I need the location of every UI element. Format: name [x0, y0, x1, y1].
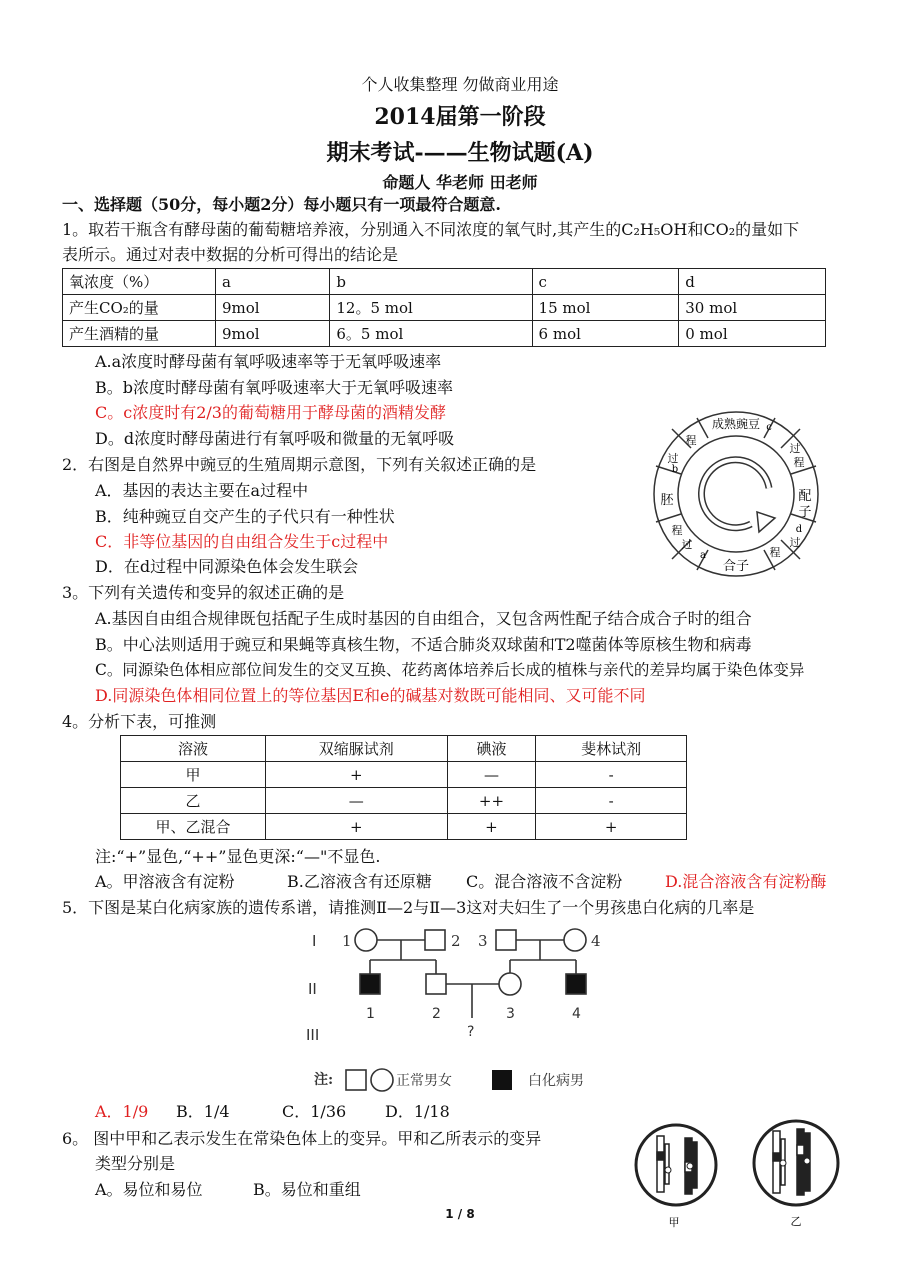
diagram-label-d: d: [795, 524, 803, 535]
table-cell: 6 mol: [532, 321, 679, 347]
table-row: [121, 762, 687, 788]
pedigree-male-normal: [425, 930, 445, 950]
table-cell: 溶液: [121, 736, 266, 762]
pedigree-male-affected: [360, 974, 380, 994]
pea-life-cycle-diagram: [651, 408, 821, 580]
diagram-label-guo-b: 过: [667, 452, 679, 465]
pedigree-gen-2: II: [308, 980, 317, 998]
q1-option-d: D。d浓度时酵母菌进行有氧呼吸和微量的无氧呼吸: [95, 429, 455, 448]
diagram-label-zygote: 合子: [722, 559, 750, 574]
q1-option-c-answer: C。c浓度时有2/3的葡萄糖用于酵母菌的酒精发酵: [95, 403, 446, 422]
q4-note: 注:“+”显色,“++”显色更深:“—"不显色.: [95, 847, 381, 866]
table-cell: +: [266, 814, 448, 840]
pedigree-num: 2: [451, 932, 461, 950]
table-cell: b: [330, 269, 532, 295]
q1-option-b: B。b浓度时酵母菌有氧呼吸速率大于无氧呼吸速率: [95, 378, 454, 397]
table-cell: 9mol: [216, 295, 330, 321]
q3-option-a: A.基因自由组合规律既包括配子生成时基因的自由组合，又包含两性配子结合成合子时的组合: [95, 609, 752, 628]
table-cell: 产生CO₂的量: [63, 295, 216, 321]
diagram-label-embryo: 胚: [660, 493, 674, 508]
q4-stem: 4。分析下表，可推测: [62, 712, 217, 731]
pedigree-num: 4: [572, 1006, 581, 1022]
q5-option-a-answer: A．1/9: [95, 1102, 149, 1121]
q4-option-c: C。混合溶液不含淀粉: [466, 872, 623, 891]
pedigree-gen-1: I: [312, 932, 317, 950]
page-title: 2014届第一阶段: [374, 104, 546, 130]
pedigree-num: 3: [478, 932, 488, 950]
table-cell: 6。5 mol: [330, 321, 532, 347]
table-cell: ++: [447, 788, 536, 814]
authors: 命题人 华老师 田老师: [382, 173, 538, 192]
table-cell: +: [447, 814, 536, 840]
diagram-label-a: a: [700, 550, 706, 561]
diagram-label-cheng-a: 程: [671, 524, 683, 537]
table-cell: —: [266, 788, 448, 814]
diagram-label-guo-c: 过: [789, 442, 801, 455]
table-row: [63, 321, 826, 347]
legend-normal-label: 正常男女: [396, 1073, 452, 1089]
table-cell: 碘液: [447, 736, 536, 762]
header-note: 个人收集整理 勿做商业用途: [361, 75, 559, 94]
diagram-label-gamete-2: 子: [798, 505, 812, 520]
table-cell: 15 mol: [532, 295, 679, 321]
page-subtitle: 期末考试-——生物试题(A): [326, 140, 594, 166]
table-cell: 甲、乙混合: [121, 814, 266, 840]
q2-stem: 2．右图是自然界中豌豆的生殖周期示意图，下列有关叙述正确的是: [62, 455, 537, 474]
table-cell: 0 mol: [679, 321, 826, 347]
pedigree-chart: [300, 922, 620, 1097]
pedigree-num: 2: [432, 1006, 441, 1022]
diagram-label-gamete-1: 配: [798, 489, 812, 504]
label-jia: 甲: [668, 1216, 680, 1229]
q4-option-b: B.乙溶液含有还原糖: [287, 872, 432, 891]
q6-stem-1: 6。 图中甲和乙表示发生在常染色体上的变异。甲和乙所表示的变异: [62, 1129, 542, 1148]
q2-option-b: B．纯种豌豆自交产生的子代只有一种性状: [95, 507, 395, 526]
q5-option-d: D．1/18: [385, 1102, 450, 1121]
q2-option-d: D．在d过程中同源染色体会发生联会: [95, 557, 359, 576]
q1-option-a: A.a浓度时酵母菌有氧呼吸速率等于无氧呼吸速率: [95, 352, 442, 371]
table-cell: a: [216, 269, 330, 295]
table-cell: -: [536, 788, 687, 814]
table-row: [63, 269, 826, 295]
legend-male-normal: [346, 1070, 366, 1090]
table-cell: 12。5 mol: [330, 295, 532, 321]
table-row: [121, 788, 687, 814]
diagram-label-cheng-b: 程: [685, 434, 697, 447]
q1-table: [62, 268, 826, 347]
table-cell: 斐林试剂: [536, 736, 687, 762]
pedigree-num: 3: [506, 1006, 515, 1022]
q3-stem: 3。下列有关遗传和变异的叙述正确的是: [62, 583, 345, 602]
table-cell: 双缩脲试剂: [266, 736, 448, 762]
legend-note: 注:: [314, 1072, 334, 1088]
table-cell: —: [447, 762, 536, 788]
q6-stem-2: 类型分别是: [95, 1154, 176, 1173]
diagram-label-cheng-c: 程: [793, 456, 805, 469]
pedigree-female-normal: [355, 929, 377, 951]
q2-option-c-answer: C．非等位基因的自由组合发生于c过程中: [95, 532, 389, 551]
q5-option-b: B．1/4: [176, 1102, 230, 1121]
q4-option-d-answer: D.混合溶液含有淀粉酶: [665, 872, 827, 891]
page-number: 1 / 8: [445, 1207, 475, 1221]
pedigree-num: 4: [591, 932, 601, 950]
table-cell: 30 mol: [679, 295, 826, 321]
table-row: [121, 736, 687, 762]
q5-option-c: C．1/36: [282, 1102, 347, 1121]
table-row: [121, 814, 687, 840]
table-row: [63, 295, 826, 321]
table-cell: 甲: [121, 762, 266, 788]
q3-option-b: B。中心法则适用于豌豆和果蝇等真核生物，不适合肺炎双球菌和T2噬菌体等原核生物和病毒: [95, 635, 752, 654]
table-cell: +: [266, 762, 448, 788]
diagram-label-mature-pea: 成熟豌豆: [711, 417, 761, 431]
q1-stem-2: 表所示。通过对表中数据的分析可得出的结论是: [62, 245, 399, 264]
pedigree-male-normal: [496, 930, 516, 950]
table-cell: 9mol: [216, 321, 330, 347]
q4-table: [120, 735, 687, 840]
legend-affected-label: 白化病男: [528, 1073, 584, 1089]
q2-option-a: A．基因的表达主要在a过程中: [95, 481, 309, 500]
pedigree-female-normal: [499, 973, 521, 995]
diagram-label-b: b: [671, 464, 679, 475]
legend-male-affected: [492, 1070, 512, 1090]
table-cell: -: [536, 762, 687, 788]
q1-stem-1: 1。取若干瓶含有酵母菌的葡萄糖培养液，分别通入不同浓度的氧气时,其产生的C₂H₅OH和CO₂的量如下: [62, 220, 800, 239]
table-cell: +: [536, 814, 687, 840]
table-cell: c: [532, 269, 679, 295]
q3-option-c: C。同源染色体相应部位间发生的交叉互换、花药离体培养后长成的植株与亲代的差异均属于染色体变异: [95, 661, 805, 679]
pedigree-unknown-child: ?: [467, 1024, 475, 1040]
table-cell: d: [679, 269, 826, 295]
q5-stem: 5．下图是某白化病家族的遗传系谱，请推测Ⅱ—2与Ⅱ—3这对夫妇生了一个男孩患白化病的几率是: [62, 898, 755, 917]
diagram-label-cheng-d: 程: [769, 546, 781, 559]
diagram-label-guo-a: 过: [681, 538, 693, 551]
pedigree-num: 1: [342, 932, 352, 950]
table-cell: 氧浓度（%）: [63, 269, 216, 295]
section-heading: 一、选择题（50分，每小题2分）每小题只有一项最符合题意.: [62, 195, 501, 214]
q6-option-a: A。易位和易位: [95, 1180, 203, 1199]
label-yi: 乙: [790, 1215, 802, 1228]
pedigree-female-normal: [564, 929, 586, 951]
q6-option-b: B。易位和重组: [253, 1180, 361, 1199]
pedigree-male-normal: [426, 974, 446, 994]
q4-option-a: A。甲溶液含有淀粉: [95, 872, 235, 891]
table-cell: 乙: [121, 788, 266, 814]
legend-female-normal: [371, 1069, 393, 1091]
pedigree-male-affected: [566, 974, 586, 994]
table-cell: 产生酒精的量: [63, 321, 216, 347]
q3-option-d-answer: D.同源染色体相同位置上的等位基因E和e的碱基对数既可能相同、又可能不同: [95, 686, 646, 705]
diagram-label-c: c: [766, 422, 772, 433]
pedigree-gen-3: III: [306, 1026, 320, 1044]
pedigree-num: 1: [366, 1006, 375, 1022]
diagram-label-guo-d: 过: [789, 536, 801, 549]
